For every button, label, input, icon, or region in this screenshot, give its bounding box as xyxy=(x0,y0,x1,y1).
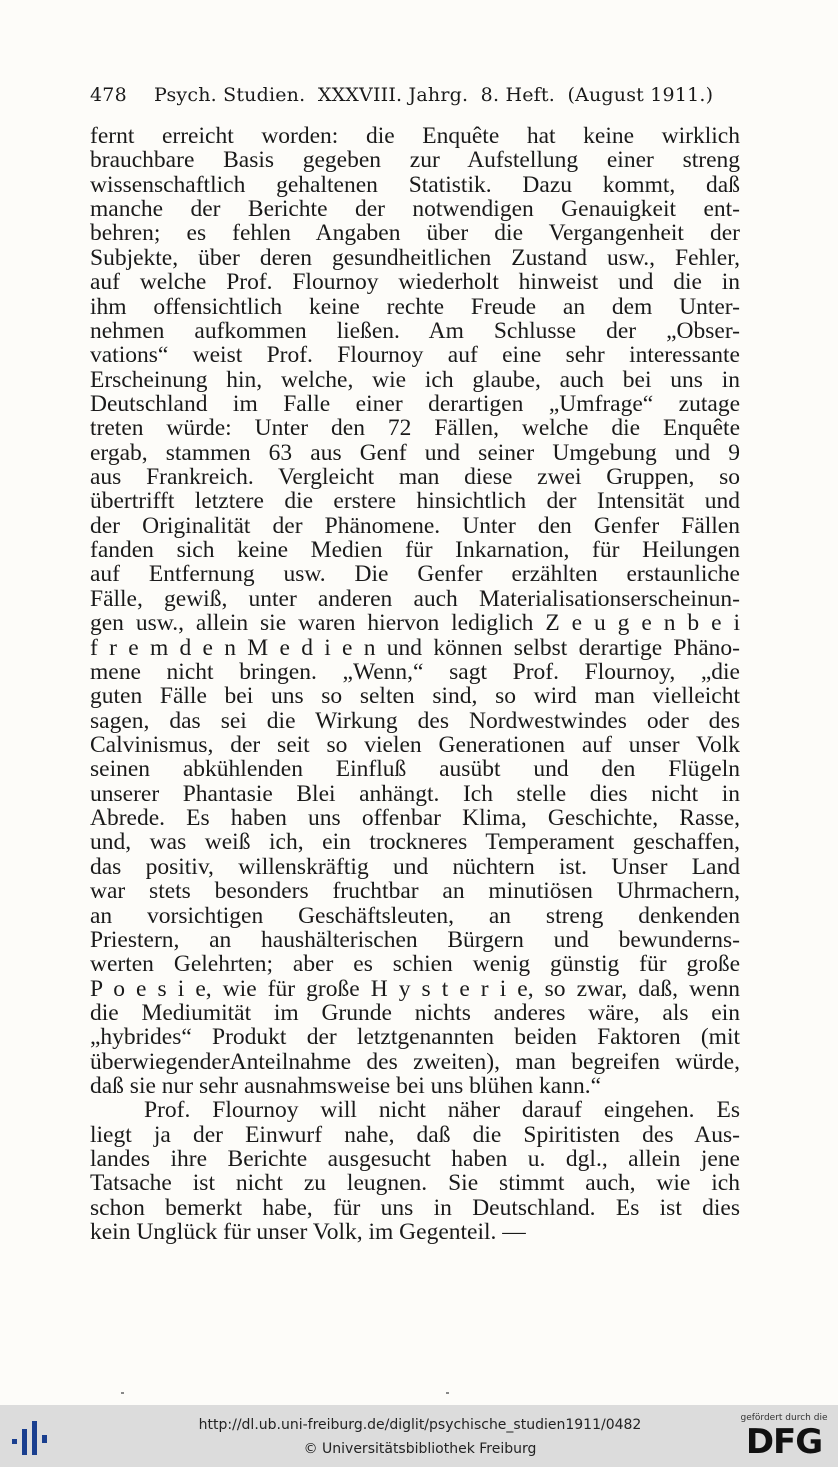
source-url-link[interactable]: http://dl.ub.uni-freiburg.de/diglit/psychische_studien1911/0482 xyxy=(198,1417,642,1433)
text-line: der Originalität der Phänomene. Unter den Genfer Fällen xyxy=(90,512,740,539)
text-line: ihm offensichtlich keine rechte Freude an dem Unter- xyxy=(90,293,740,320)
text-line: vations“ weist Prof. Flournoy auf eine sehr interessante xyxy=(90,342,740,369)
text-line: an vorsichtigen Geschäftsleuten, an streng denkenden xyxy=(90,902,740,929)
text-line: nehmen aufkommen ließen. Am Schlusse der „Obser- xyxy=(90,317,740,344)
text-line: Erscheinung hin, welche, wie ich glaube, auch bei uns in xyxy=(90,366,740,393)
sponsor-caption: gefördert durch die xyxy=(740,1413,828,1423)
text-line: fanden sich keine Medien für Inkarnation, für Heilungen xyxy=(90,537,740,564)
text-line: Fälle, gewiß, unter anderen auch Materialisationserscheinun- xyxy=(90,585,740,612)
text-line: behren; es fehlen Angaben über die Vergangenheit der xyxy=(90,220,740,247)
text-line: „hybrides“ Produkt der letztgenannten beiden Faktoren (mit xyxy=(90,1024,740,1051)
text-line: aus Frankreich. Vergleicht man diese zwei Gruppen, so xyxy=(90,464,740,491)
text-line: manche der Berichte der notwendigen Genauigkeit ent- xyxy=(90,196,740,223)
text-line: Calvinismus, der seit so vielen Generationen auf unser Volk xyxy=(90,731,740,758)
text-line: treten würde: Unter den 72 Fällen, welche die Enquête xyxy=(90,415,740,442)
text-line: übertrifft letztere die erstere hinsichtlich der Intensität und xyxy=(90,488,740,515)
text-line: mene nicht bringen. „Wenn,“ sagt Prof. Flournoy, „die xyxy=(90,658,740,685)
text-line: Prof. Flournoy will nicht näher darauf eingehen. Es xyxy=(144,1097,740,1124)
journal-title: Psych. Studien. XXXVIII. Jahrg. 8. Heft. (August 1911.) xyxy=(154,84,714,106)
text-line: kein Unglück für unser Volk, im Gegenteil. — xyxy=(90,1219,526,1246)
copyright-notice: © Universitätsbibliothek Freiburg xyxy=(303,1441,537,1457)
text-line: ergab, stammen 63 aus Genf und seiner Umgebung und 9 xyxy=(90,439,740,466)
text-line: Abrede. Es haben uns offenbar Klima, Geschichte, Rasse, xyxy=(90,805,740,832)
page-number: 478 xyxy=(90,84,127,106)
body-text xyxy=(90,124,740,1245)
text-line: schon bemerkt habe, für uns in Deutschland. Es ist dies xyxy=(90,1194,740,1221)
text-line: sagen, das sei die Wirkung des Nordwestwindes oder des xyxy=(90,707,740,734)
text-line: Tatsache ist nicht zu leugnen. Sie stimmt auch, wie ich xyxy=(90,1170,740,1197)
scan-specks xyxy=(0,1390,838,1396)
text-line: überwiegenderAnteilnahme des zweiten), man begreifen würde, xyxy=(90,1048,740,1075)
text-line: Subjekte, über deren gesundheitlichen Zustand usw., Fehler, xyxy=(90,244,740,271)
dfg-wordmark: DFG xyxy=(745,1422,823,1462)
running-header xyxy=(90,84,748,106)
text-line: Deutschland im Falle einer derartigen „Umfrage“ zutage xyxy=(90,390,740,417)
text-line: liegt ja der Einwurf nahe, daß die Spiritisten des Aus- xyxy=(90,1121,740,1148)
ub-freiburg-bars-icon xyxy=(10,1417,54,1457)
text-line: war stets besonders fruchtbar an minutiösen Uhrmachern, xyxy=(90,878,740,905)
viewer-footer xyxy=(0,1405,838,1467)
text-line: auf Entfernung usw. Die Genfer erzählten erstaunliche xyxy=(90,561,740,588)
text-line: f r e m d e n M e d i e n und können selbst derartige Phäno- xyxy=(90,634,740,661)
text-line: auf welche Prof. Flournoy wiederholt hinweist und die in xyxy=(90,269,740,296)
text-line: daß sie nur sehr ausnahmsweise bei uns blühen kann.“ xyxy=(90,1073,601,1100)
text-line: das positiv, willenskräftig und nüchtern ist. Unser Land xyxy=(90,853,740,880)
text-line: unserer Phantasie Blei anhängt. Ich stelle dies nicht in xyxy=(90,780,740,807)
text-line: landes ihre Berichte ausgesucht haben u. dgl., allein jene xyxy=(90,1146,740,1173)
text-line: fernt erreicht worden: die Enquête hat keine wirklich xyxy=(90,123,740,149)
text-line: guten Fälle bei uns so selten sind, so wird man vielleicht xyxy=(90,683,740,710)
text-line: seinen abkühlenden Einfluß ausübt und den Flügeln xyxy=(90,756,740,783)
text-line: und, was weiß ich, ein trockneres Temperament geschaffen, xyxy=(90,829,740,856)
text-line: brauchbare Basis gegeben zur Aufstellung einer streng xyxy=(90,147,740,174)
text-line: gen usw., allein sie waren hiervon lediglich Z e u g e n b e i xyxy=(90,610,740,637)
text-line: die Mediumität im Grunde nichts anderes wäre, als ein xyxy=(90,999,740,1026)
text-line: Priestern, an haushälterischen Bürgern und bewunderns- xyxy=(90,926,740,953)
text-line: werten Gelehrten; aber es schien wenig günstig für große xyxy=(90,951,740,978)
text-line: wissenschaftlich gehaltenen Statistik. Dazu kommt, daß xyxy=(90,171,740,198)
dfg-logo xyxy=(738,1413,830,1461)
text-line: P o e s i e, wie für große H y s t e r i e, so zwar, daß, wenn xyxy=(90,975,740,1002)
